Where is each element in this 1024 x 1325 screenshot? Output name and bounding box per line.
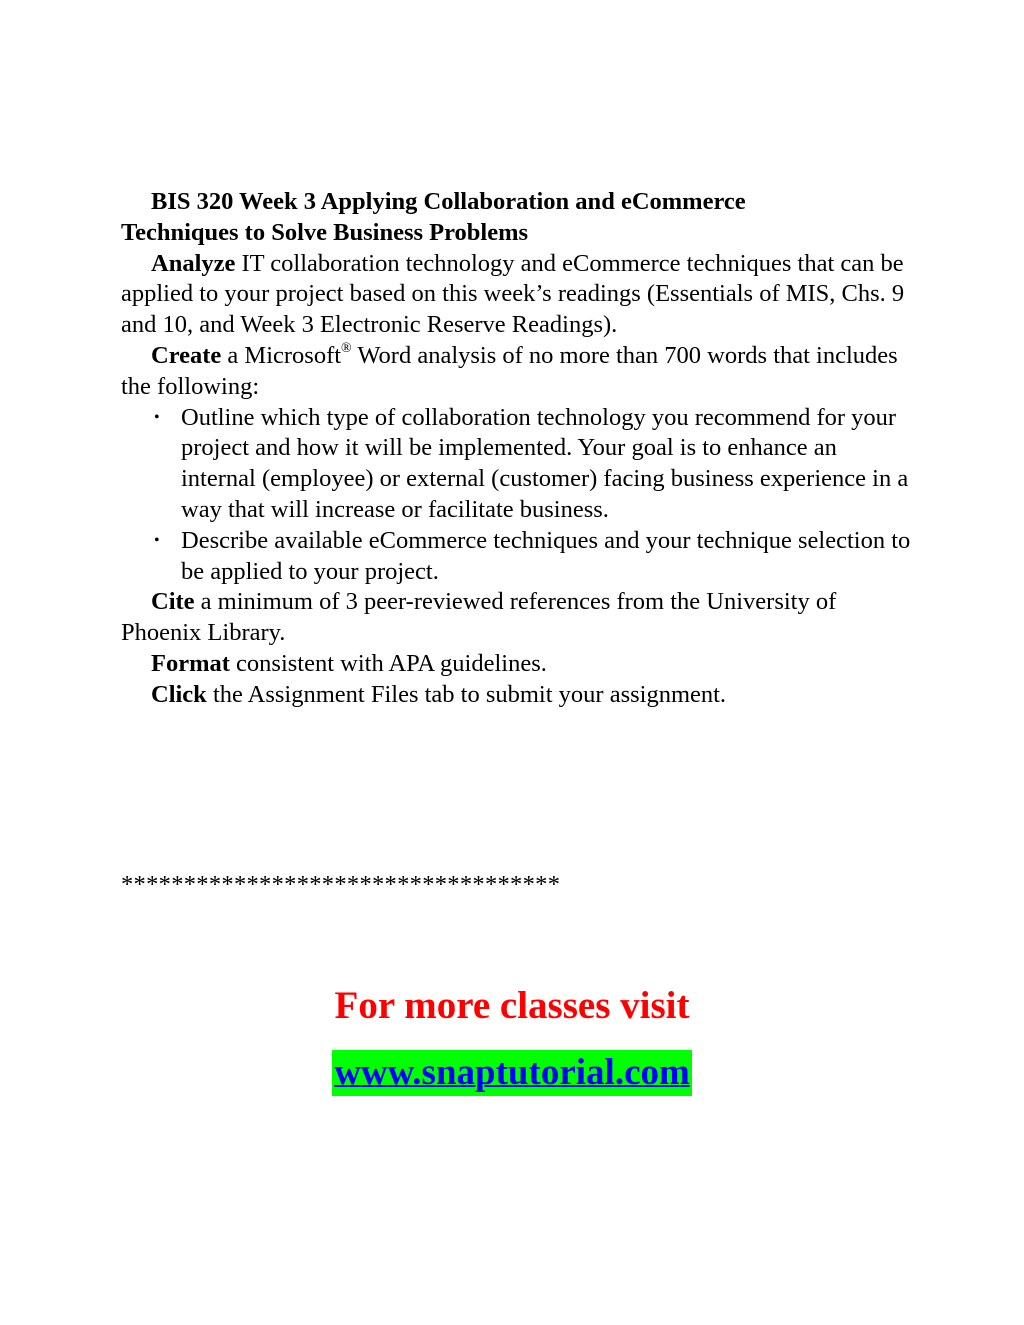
format-label: Format [151,649,230,677]
click-label: Click [151,680,207,708]
assignment-content [121,187,911,711]
analyze-paragraph [121,249,911,341]
format-text: consistent with APA guidelines. [229,649,547,677]
create-paragraph [121,341,911,403]
bullet-icon: • [154,531,160,549]
promo-heading: For more classes visit [334,984,690,1027]
snaptutorial-link[interactable]: www.snaptutorial.com [332,1050,692,1096]
requirements-list [121,403,911,588]
cite-text: a minimum of 3 peer-reviewed references from the University of Phoenix Library. [121,588,837,647]
list-item [154,403,911,526]
registered-mark: ® [341,340,352,356]
click-paragraph [121,680,911,711]
create-text-a: a Microsoft [221,341,342,369]
click-text: the Assignment Files tab to submit your assignment. [206,680,727,708]
analyze-label: Analyze [151,249,236,277]
promo-link-wrapper [0,1050,1024,1096]
cite-paragraph [121,587,911,649]
create-label: Create [151,341,222,369]
assignment-title [121,187,911,249]
analyze-text: IT collaboration technology and eCommerce techniques that can be applied to your project based on this week’s readings (Essentials of MIS, Chs. 9 and 10, and Week 3 Electronic Reserve Readings). [121,249,905,339]
list-item-text: Outline which type of collaboration technology you recommend for your project and how it will be implemented. Your goal is to enhance an internal (employee) or external (customer) facing business experience in a way that will increase or facilitate business. [181,403,909,523]
separator-line: *********************************** [121,871,561,898]
list-item-text: Describe available eCommerce techniques and your technique selection to be applied to your project. [181,526,911,585]
title-line-2: Techniques to Solve Business Problems [121,218,529,246]
bullet-icon: • [154,408,160,426]
cite-label: Cite [151,588,195,616]
create-text-b: Word analysis of no more than 700 words that includes the following: [121,341,898,400]
format-paragraph [121,649,911,680]
title-line-1: BIS 320 Week 3 Applying Collaboration and eCommerce [151,188,746,215]
list-item [154,526,911,588]
